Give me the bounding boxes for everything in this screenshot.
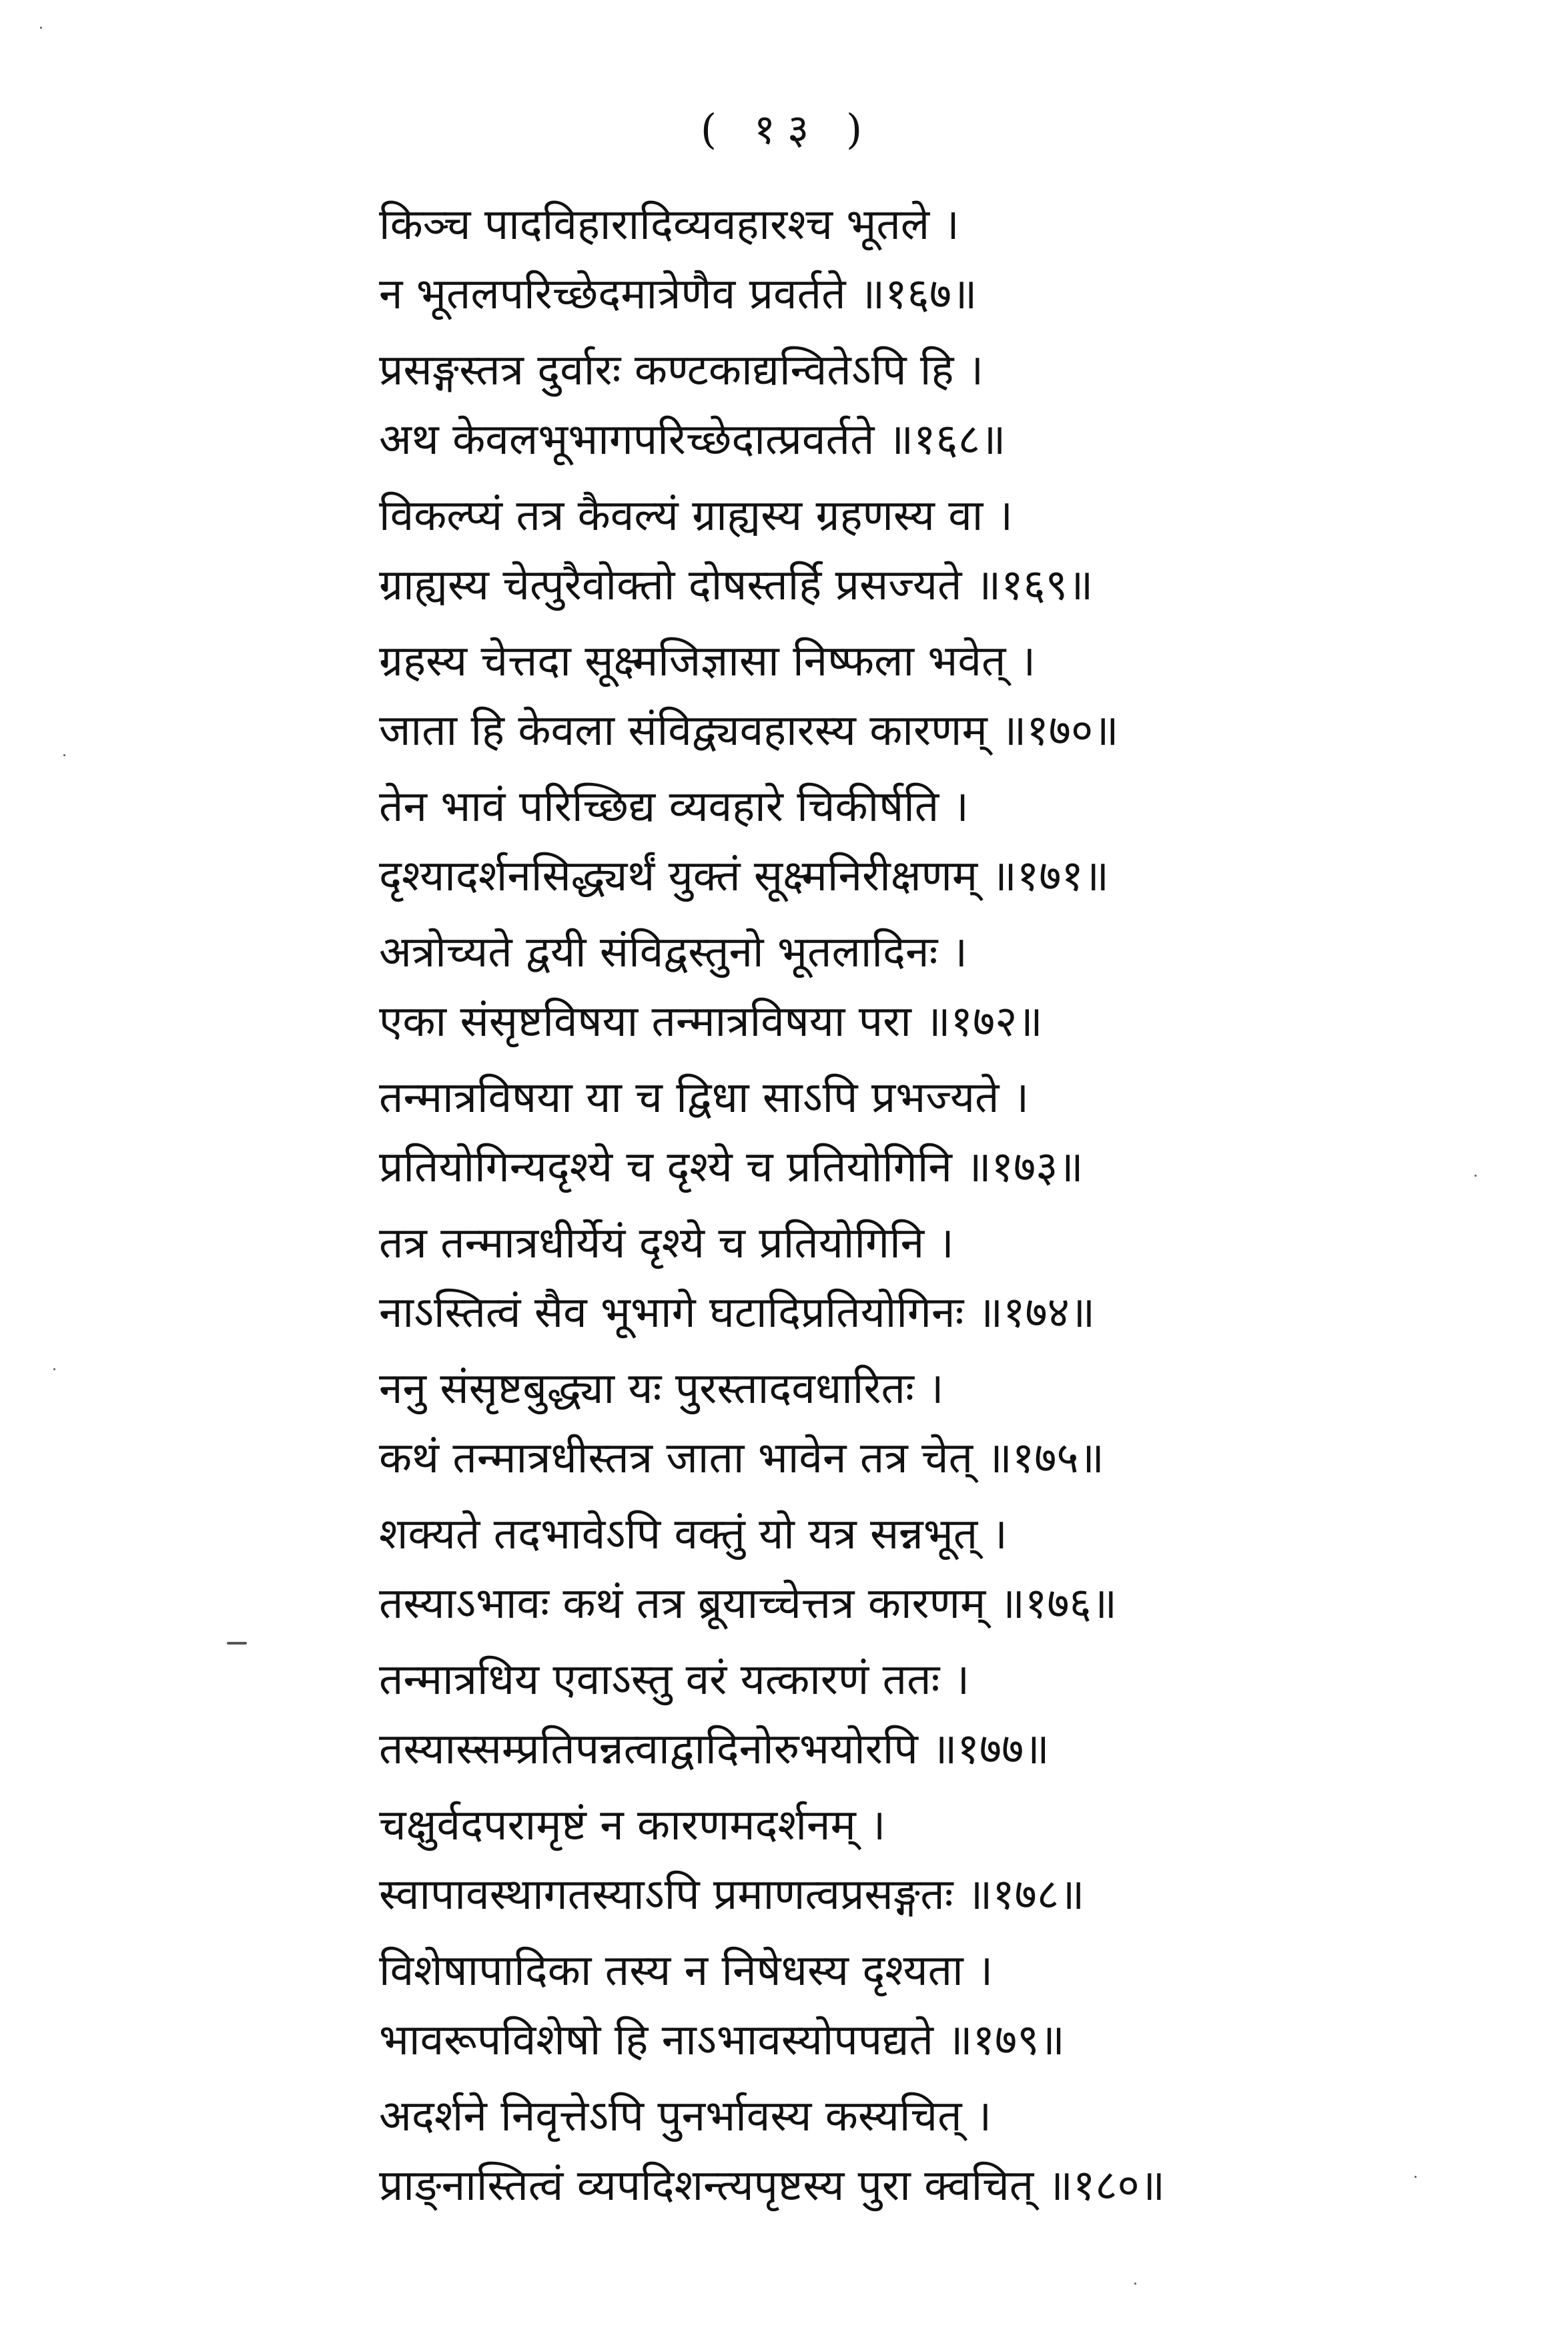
verse-line: अथ केवलभूभागपरिच्छेदात्प्रवर्तते ॥१६८॥ xyxy=(379,415,1006,465)
scan-speck xyxy=(1415,2176,1417,2178)
verse-line: नाऽस्तित्वं सैव भूभागे घटादिप्रतियोगिनः ॥१७४॥ xyxy=(379,1288,1096,1338)
verse-169 xyxy=(379,481,1366,620)
verse-line: विकल्प्यं तत्र कैवल्यं ग्राह्यस्य ग्रहणस्य वा । xyxy=(379,491,1013,541)
verse-line: ग्रहस्य चेत्तदा सूक्ष्मजिज्ञासा निष्फला भवेत् । xyxy=(379,637,1036,686)
verse-line: एका संसृष्टविषया तन्मात्रविषया परा ॥१७२॥ xyxy=(379,997,1043,1047)
verse-line: प्राङ्नास्तित्वं व्यपदिशन्त्यपृष्टस्य पुरा क्वचित् ॥१८०॥ xyxy=(379,2161,1166,2211)
verse-172 xyxy=(379,918,1366,1057)
verse-line: चक्षुर्वदपरामृष्टं न कारणमदर्शनम् । xyxy=(379,1801,886,1850)
verse-177 xyxy=(379,1645,1366,1784)
verse-line: ननु संसृष्टबुद्ध्या यः पुरस्तादवधारितः । xyxy=(379,1364,944,1414)
scan-speck xyxy=(1475,1175,1477,1177)
verse-175 xyxy=(379,1354,1366,1493)
verse-line: किञ्च पादविहारादिव्यवहारश्च भूतले । xyxy=(379,200,959,250)
verse-line: स्वापावस्थागतस्याऽपि प्रमाणत्वप्रसङ्गतः ॥१७८॥ xyxy=(379,1870,1085,1920)
verse-170 xyxy=(379,627,1366,766)
verse-178 xyxy=(379,1791,1366,1930)
verse-179 xyxy=(379,1936,1366,2075)
verse-173 xyxy=(379,1063,1366,1202)
verse-line: तस्याऽभावः कथं तत्र ब्रूयाच्चेत्तत्र कारणम् ॥१७६॥ xyxy=(379,1579,1118,1629)
verse-line: प्रसङ्गस्तत्र दुर्वारः कण्टकाद्यन्वितेऽपि हि । xyxy=(379,346,984,395)
verse-line: भावरूपविशेषो हि नाऽभावस्योपपद्यते ॥१७९॥ xyxy=(379,2016,1065,2065)
verse-line: तत्र तन्मात्रधीर्येयं दृश्ये च प्रतियोगिनि । xyxy=(379,1219,954,1268)
verse-line: तन्मात्रविषया या च द्विधा साऽपि प्रभज्यते । xyxy=(379,1073,1030,1123)
page-number: ( १३ ) xyxy=(700,105,875,154)
verse-168 xyxy=(379,336,1366,475)
verse-167 xyxy=(379,190,1366,329)
scan-speck xyxy=(63,754,65,756)
verse-line: ग्राह्यस्य चेत्पुरैवोक्तो दोषस्तर्हि प्रसज्यते ॥१६९॥ xyxy=(379,561,1094,610)
scan-speck xyxy=(40,27,42,29)
verse-line: न भूतलपरिच्छेदमात्रेणैव प्रवर्तते ॥१६७॥ xyxy=(379,270,977,319)
verse-line: विशेषापादिका तस्य न निषेधस्य दृश्यता । xyxy=(379,1946,994,1996)
verse-line: अत्रोच्यते द्वयी संविद्वस्तुनो भूतलादिनः । xyxy=(379,928,968,977)
scan-speck xyxy=(227,1642,247,1645)
verse-180 xyxy=(379,2082,1366,2221)
verse-line: अदर्शने निवृत्तेऽपि पुनर्भावस्य कस्यचित् । xyxy=(379,2092,992,2141)
verse-block xyxy=(379,190,1366,2221)
verse-line: कथं तन्मात्रधीस्तत्र जाता भावेन तत्र चेत् ॥१७५॥ xyxy=(379,1434,1104,1483)
verse-line: तन्मात्रधिय एवाऽस्तु वरं यत्कारणं ततः । xyxy=(379,1655,970,1705)
verse-line: तस्यास्सम्प्रतिपन्नत्वाद्वादिनोरुभयोरपि ॥१७७॥ xyxy=(379,1725,1050,1774)
verse-line: शक्यते तदभावेऽपि वक्तुं यो यत्र सन्नभूत् । xyxy=(379,1510,1008,1559)
verse-line: जाता हि केवला संविद्व्यवहारस्य कारणम् ॥१७०॥ xyxy=(379,706,1119,756)
verse-176 xyxy=(379,1500,1366,1639)
verse-174 xyxy=(379,1209,1366,1348)
scan-speck xyxy=(53,1368,55,1370)
verse-171 xyxy=(379,772,1366,911)
verse-line: दृश्यादर्शनसिद्ध्यर्थं युक्तं सूक्ष्मनिरीक्षणम् ॥१७१॥ xyxy=(379,852,1110,901)
verse-line: प्रतियोगिन्यदृश्ये च दृश्ये च प्रतियोगिनि ॥१७३॥ xyxy=(379,1143,1084,1192)
scan-speck xyxy=(1134,2283,1136,2285)
verse-line: तेन भावं परिच्छिद्य व्यवहारे चिकीर्षति । xyxy=(379,782,969,832)
